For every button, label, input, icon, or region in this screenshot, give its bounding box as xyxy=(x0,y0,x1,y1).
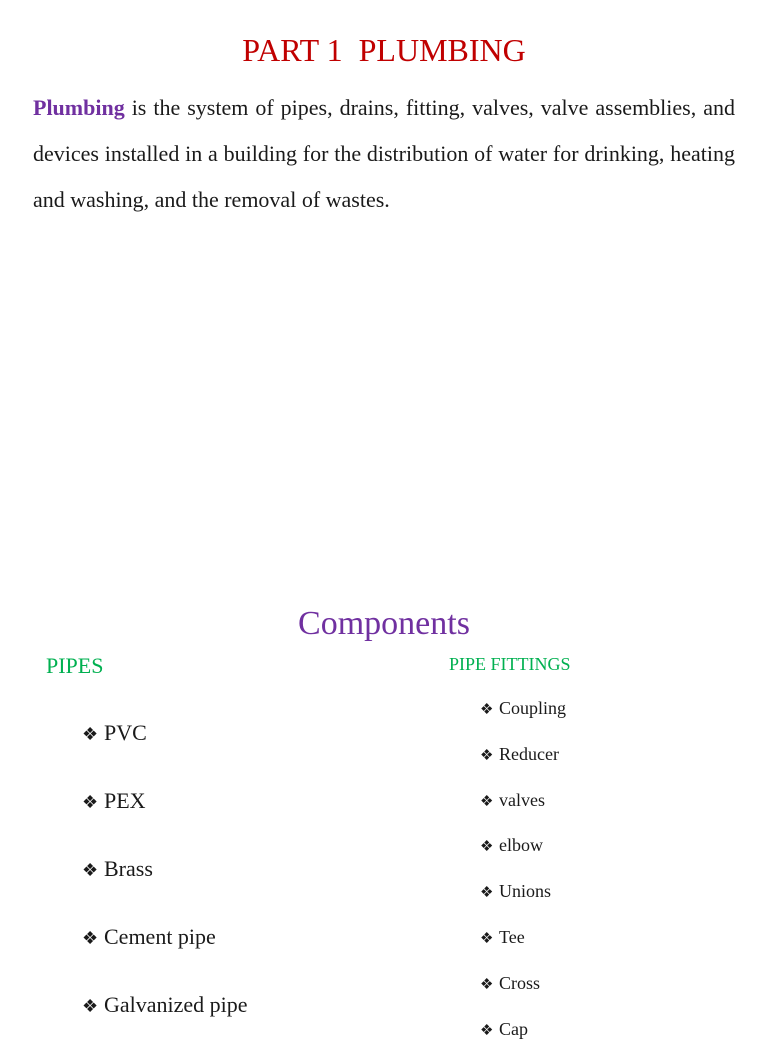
list-item xyxy=(82,920,248,988)
diamond-bullet-icon: ❖ xyxy=(480,702,494,718)
fitting-item-label: Tee xyxy=(499,926,525,947)
list-item xyxy=(82,716,248,784)
diamond-bullet-icon: ❖ xyxy=(480,747,494,764)
diamond-bullet-icon: ❖ xyxy=(480,793,494,810)
list-item xyxy=(82,852,248,920)
list-item xyxy=(480,694,566,740)
diamond-bullet-icon: ❖ xyxy=(480,976,494,993)
list-item xyxy=(480,877,566,923)
page-title: PART 1 PLUMBING xyxy=(242,32,526,68)
fitting-item-label: valves xyxy=(499,789,545,810)
intro-paragraph xyxy=(33,85,735,223)
diamond-bullet-icon: ❖ xyxy=(480,885,494,902)
fitting-item-label: Unions xyxy=(499,881,552,902)
fitting-item-label: Coupling xyxy=(499,698,567,718)
pipe-fittings-heading: PIPE FITTINGS xyxy=(449,654,571,674)
list-item xyxy=(480,969,566,1015)
pipe-item-label: PEX xyxy=(104,788,146,813)
diamond-bullet-icon: ❖ xyxy=(82,928,99,948)
pipe-item-label: Cement pipe xyxy=(104,924,216,949)
fitting-item-label: Cross xyxy=(499,972,541,993)
pipe-item-label: PVC xyxy=(104,720,147,745)
diamond-bullet-icon: ❖ xyxy=(82,860,99,880)
list-item xyxy=(480,740,566,786)
plumbing-term: Plumbing xyxy=(33,95,125,120)
pipe-item-label: Galvanized pipe xyxy=(104,992,248,1017)
list-item xyxy=(480,786,566,832)
components-heading: Components xyxy=(298,605,470,642)
pipe-fittings-list xyxy=(480,694,566,1060)
fitting-item-label: elbow xyxy=(499,835,543,856)
list-item xyxy=(82,988,248,1056)
pipes-list xyxy=(82,716,248,1056)
diamond-bullet-icon: ❖ xyxy=(82,996,99,1016)
list-item xyxy=(480,1015,566,1060)
pipe-item-label: Brass xyxy=(104,856,153,881)
intro-text: is the system of pipes, drains, fitting, valves, valve assemblies, and devices installed in a building for the distribution of water for drinking, heating and washing, and the removal of wastes. xyxy=(33,95,735,212)
pipes-heading: PIPES xyxy=(46,653,104,678)
diamond-bullet-icon: ❖ xyxy=(480,930,494,947)
list-item xyxy=(82,784,248,852)
list-item xyxy=(480,831,566,877)
diamond-bullet-icon: ❖ xyxy=(82,792,99,812)
diamond-bullet-icon: ❖ xyxy=(480,1022,494,1039)
diamond-bullet-icon: ❖ xyxy=(82,724,99,744)
diamond-bullet-icon: ❖ xyxy=(480,839,494,856)
fitting-item-label: Cap xyxy=(499,1018,528,1039)
list-item xyxy=(480,923,566,969)
fitting-item-label: Reducer xyxy=(499,743,559,764)
